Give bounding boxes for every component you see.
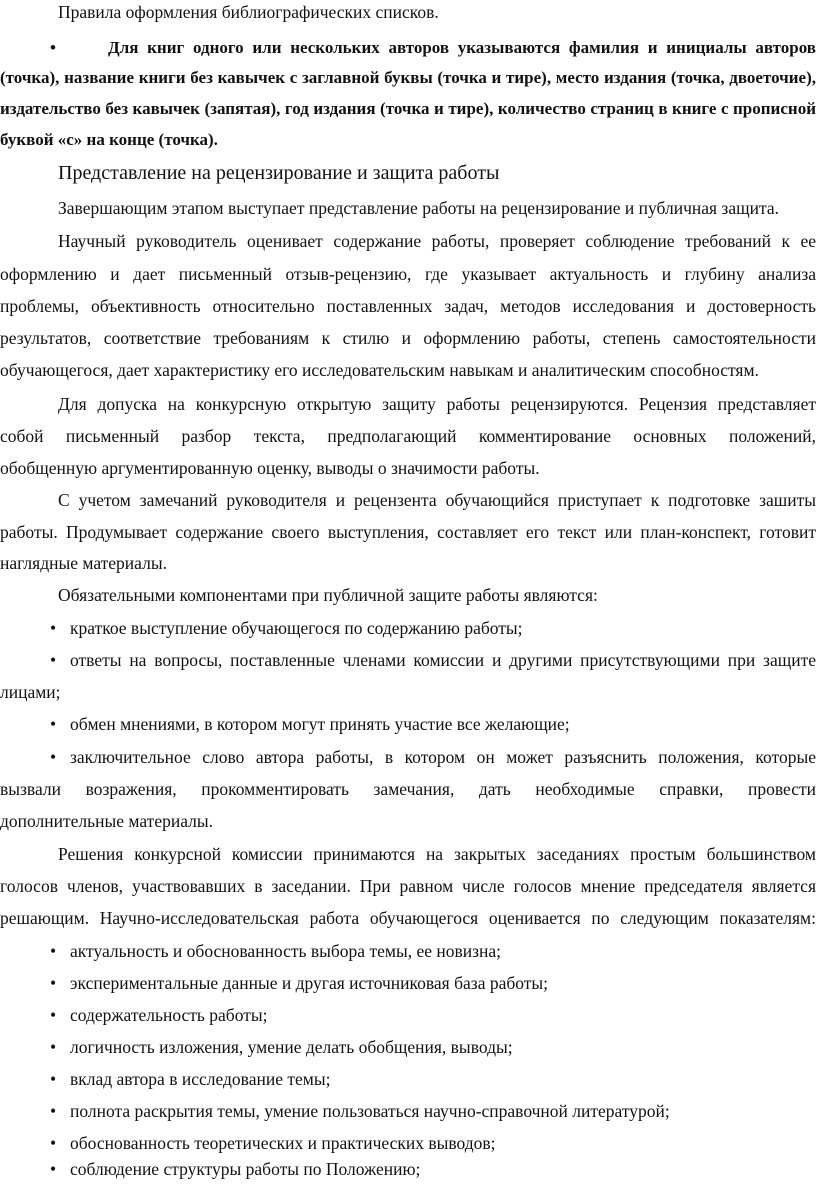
list-item: • обмен мнениями, в котором могут принять участие все желающие;	[50, 714, 570, 734]
paragraph-line: Для допуска на конкурсную открытую защиту работы рецензируются. Рецензия представляет	[58, 394, 816, 414]
paragraph-line: решающим. Научно-исследовательская работа обучающегося оценивается по следующим показателям:	[0, 908, 816, 928]
list-item: • логичность изложения, умение делать обобщения, выводы;	[50, 1037, 513, 1057]
bullet-icon: •	[50, 1133, 57, 1153]
list-item: • обоснованность теоретических и практических выводов;	[50, 1133, 496, 1153]
list-item: • полнота раскрытия темы, умение пользоваться научно-справочной литературой;	[50, 1101, 670, 1121]
paragraph-line: собой письменный разбор текста, предполагающий комментирование основных положений,	[0, 426, 816, 446]
list-item-continuation: лицами;	[0, 682, 61, 702]
bullet-line-bibliography: • Для книг одного или нескольких авторов указываются фамилия и инициалы авторов	[0, 36, 816, 60]
paragraph-line: Обязательными компонентами при публичной защите работы являются:	[58, 585, 598, 605]
paragraph-line: голосов членов, участвовавших в заседании. При равном числе голосов мнение председателя является	[0, 876, 816, 896]
bullet-icon: •	[50, 1005, 57, 1025]
section-heading: Представление на рецензирование и защита работы	[58, 162, 500, 184]
paragraph-line: Решения конкурсной комиссии принимаются на закрытых заседаниях простым большинством	[58, 844, 816, 864]
bullet-icon: •	[50, 618, 57, 638]
list-item: • вклад автора в исследование темы;	[50, 1069, 331, 1089]
bullet-icon: •	[50, 1069, 57, 1089]
bullet-icon: •	[50, 747, 57, 767]
bullet-icon: •	[50, 714, 57, 734]
bullet-icon: •	[50, 941, 57, 961]
paragraph-line: проблемы, объективность относительно поставленных задач, методов исследования и достоверность	[0, 296, 816, 316]
list-item-continuation: дополнительные материалы.	[0, 811, 213, 831]
bullet-icon: •	[50, 1101, 57, 1121]
paragraph-line: издательство без кавычек (запятая), год издания (точка и тире), количество страниц в книге с прописной	[0, 99, 816, 118]
paragraph-line: Завершающим этапом выступает представление работы на рецензирование и публичная защита.	[58, 198, 779, 218]
paragraph-line: результатов, соответствие требованиям к стилю и оформлению работы, степень самостоятельности	[0, 328, 816, 348]
bullet-icon: •	[50, 38, 56, 57]
paragraph-line: обучающегося, дает характеристику его исследовательским навыкам и аналитическим способностям.	[0, 360, 759, 380]
bullet-icon: •	[50, 1037, 57, 1057]
paragraph-line: работы. Продумывает содержание своего выступления, составляет его текст или план-конспект, готовит	[0, 522, 816, 542]
list-item: • заключительное слово автора работы, в котором он может разъяснить положения, которые	[50, 747, 816, 767]
paragraph-line: обобщенную аргументированную оценку, выводы о значимости работы.	[0, 458, 540, 478]
bullet-icon: •	[50, 1159, 57, 1179]
list-item: • краткое выступление обучающегося по содержанию работы;	[50, 618, 523, 638]
list-item: • актуальность и обоснованность выбора темы, ее новизна;	[50, 941, 502, 961]
paragraph-line: С учетом замечаний руководителя и рецензента обучающийся приступает к подготовке зашиты	[58, 490, 816, 510]
paragraph-line: оформлению и дает письменный отзыв-рецензию, где указывает актуальность и глубину анализа	[0, 264, 816, 284]
paragraph-line: буквой «с» на конце (точка).	[0, 130, 218, 149]
list-item: • экспериментальные данные и другая источниковая база работы;	[50, 973, 549, 993]
list-item: • содержательность работы;	[50, 1005, 268, 1025]
bullet-icon: •	[50, 650, 57, 670]
list-item: • соблюдение структуры работы по Положению;	[50, 1159, 421, 1179]
paragraph-line: наглядные материалы.	[0, 553, 167, 573]
list-item-continuation: вызвали возражения, прокомментировать замечания, дать необходимые справки, провести	[0, 779, 816, 799]
paragraph-line: Научный руководитель оценивает содержание работы, проверяет соблюдение требований к ее	[58, 231, 816, 251]
paragraph-line: Правила оформления библиографических списков.	[58, 2, 439, 22]
paragraph-line: (точка), название книги без кавычек с заглавной буквы (точка и тире), место издания (точка, двоеточие),	[0, 68, 816, 87]
bullet-icon: •	[50, 973, 57, 993]
list-item: • ответы на вопросы, поставленные членами комиссии и другими присутствующими при защите	[50, 650, 816, 670]
